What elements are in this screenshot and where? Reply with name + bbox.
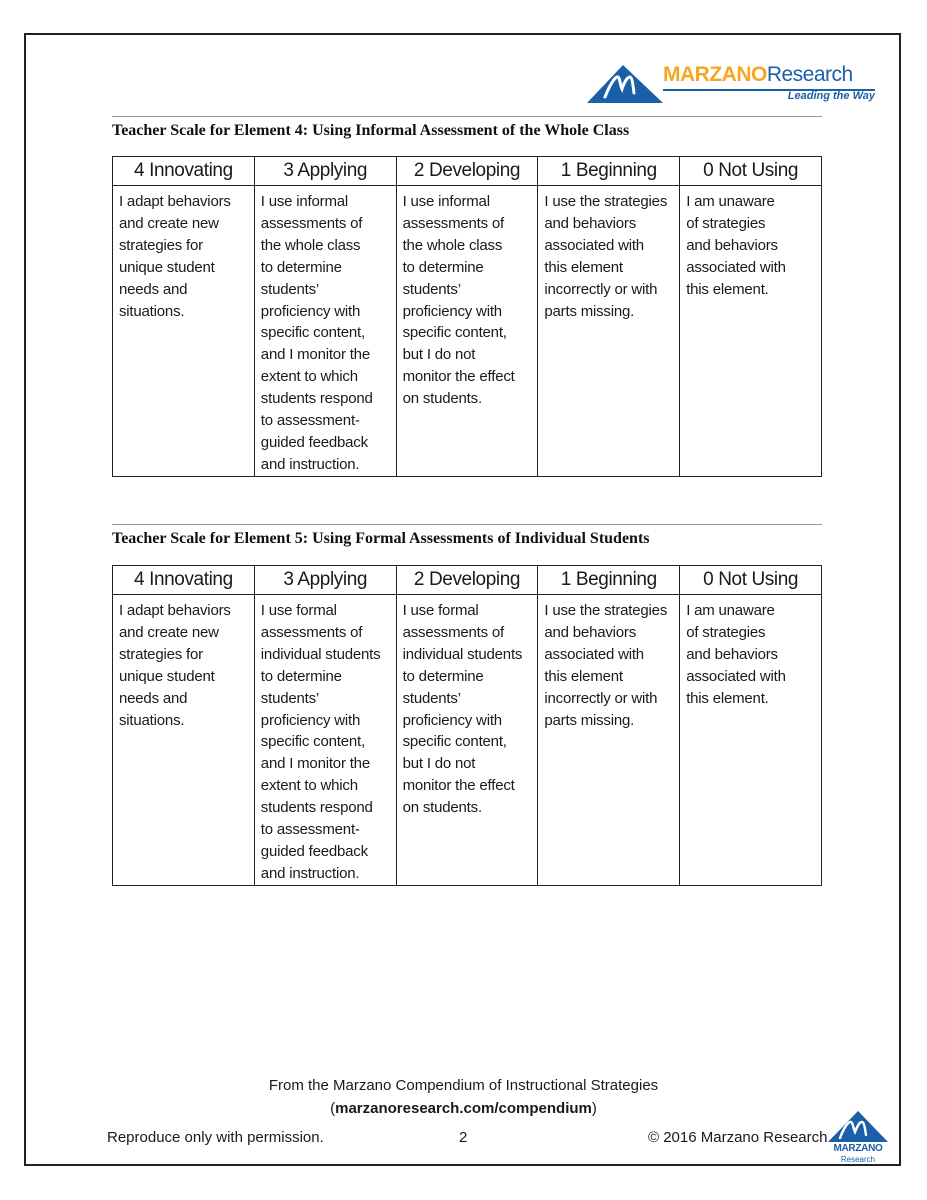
header-not-using: 0 Not Using xyxy=(680,157,822,186)
section-divider xyxy=(112,524,822,525)
small-logo-brand: MARZANO xyxy=(833,1143,883,1154)
section-title-element-4: Teacher Scale for Element 4: Using Informal Assessment of the Whole Class xyxy=(112,122,630,139)
footer-url-open: ( xyxy=(330,1100,336,1117)
cell-beginning: I use the strategies and behaviors associated with this element incorrectly or with parts missing. xyxy=(538,595,680,886)
table-row xyxy=(113,595,822,886)
header-beginning: 1 Beginning xyxy=(538,566,680,595)
footer-url-close: ) xyxy=(591,1100,597,1117)
table-header-row xyxy=(113,157,822,186)
section-title-element-5: Teacher Scale for Element 5: Using Formal Assessments of Individual Students xyxy=(112,530,650,547)
scale-table-element-5 xyxy=(112,565,822,886)
marzano-logo xyxy=(587,63,877,107)
cell-not-using: I am unaware of strategies and behaviors associated with this element. xyxy=(680,186,822,477)
cell-innovating: I adapt behaviors and create new strategies for unique student needs and situations. xyxy=(113,595,255,886)
table-row xyxy=(113,186,822,477)
cell-developing: I use informal assessments of the whole class to determine students’ proficiency with specific content, but I do not monitor the effect on students. xyxy=(396,186,538,477)
logo-brand-primary: MARZANO xyxy=(663,63,767,86)
small-logo-sub: Research xyxy=(840,1155,876,1164)
logo-brand-secondary: Research xyxy=(766,63,853,86)
footer-url[interactable]: marzanoresearch.com/compendium xyxy=(335,1100,592,1117)
header-innovating: 4 Innovating xyxy=(113,566,255,595)
table-header-row xyxy=(113,566,822,595)
page-number: 2 xyxy=(459,1129,468,1146)
header-not-using: 0 Not Using xyxy=(680,566,822,595)
mountain-logo-icon xyxy=(826,1110,890,1144)
section-divider xyxy=(112,116,822,117)
marzano-small-logo xyxy=(826,1110,890,1166)
logo-tagline: Leading the Way xyxy=(787,90,875,102)
cell-applying: I use informal assessments of the whole class to determine students’ proficiency with specific content, and I monitor the extent to which students respond to assessment- guided feedback and instruction. xyxy=(254,186,396,477)
cell-beginning: I use the strategies and behaviors associated with this element incorrectly or with parts missing. xyxy=(538,186,680,477)
header-developing: 2 Developing xyxy=(396,566,538,595)
scale-table-element-4 xyxy=(112,156,822,477)
footer-copyright: © 2016 Marzano Research xyxy=(648,1129,828,1146)
footer-source: From the Marzano Compendium of Instructional Strategies xyxy=(268,1077,659,1094)
cell-applying: I use formal assessments of individual students to determine students’ proficiency with specific content, and I monitor the extent to which students respond to assessment- guided feedback and instruction. xyxy=(254,595,396,886)
header-developing: 2 Developing xyxy=(396,157,538,186)
footer-permission: Reproduce only with permission. xyxy=(107,1129,324,1146)
cell-not-using: I am unaware of strategies and behaviors associated with this element. xyxy=(680,595,822,886)
footer-url-line xyxy=(0,1100,927,1117)
mountain-logo-icon xyxy=(587,63,665,107)
header-applying: 3 Applying xyxy=(254,566,396,595)
logo-wordmark xyxy=(663,63,853,87)
header-innovating: 4 Innovating xyxy=(113,157,255,186)
header-beginning: 1 Beginning xyxy=(538,157,680,186)
cell-innovating: I adapt behaviors and create new strategies for unique student needs and situations. xyxy=(113,186,255,477)
cell-developing: I use formal assessments of individual students to determine students’ proficiency with specific content, but I do not monitor the effect on students. xyxy=(396,595,538,886)
header-applying: 3 Applying xyxy=(254,157,396,186)
